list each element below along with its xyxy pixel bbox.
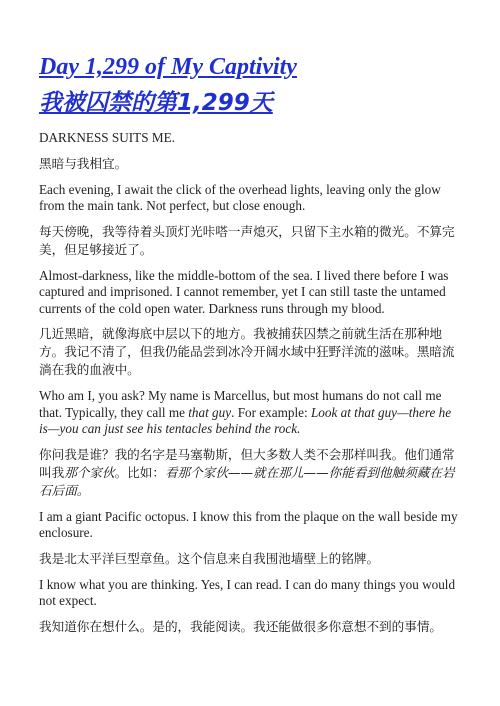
paragraph-4-english-text: Who am I, you ask? My name is Marcellus, but most humans do not call me that. Typically, they call me	[39, 388, 442, 420]
document-page	[39, 52, 459, 645]
paragraph-4-chinese-text: 你问我是谁？我的名字是马塞勒斯，但大多数人类不会那样叫我。他们通常叫我	[39, 446, 455, 480]
paragraph-4-english	[39, 388, 459, 438]
paragraph-5-chinese: 我是北太平洋巨型章鱼。这个信息来自我围池墙壁上的铭牌。	[39, 550, 380, 566]
paragraph-4-chinese	[39, 446, 459, 500]
paragraph-3-chinese: 几近黑暗，就像海底中层以下的地方。我被捕获囚禁之前就生活在那种地方。我记不清了，但我仍能品尝到冰冷开阔水域中狂野洋流的滋味。黑暗流淌在我的血液中。	[39, 326, 455, 377]
paragraph-1-english: DARKNESS SUITS ME.	[39, 130, 175, 145]
chapter-title-english: Day 1,299 of My Captivity	[39, 54, 297, 80]
paragraph-6-english: I know what you are thinking. Yes, I can read. I can do many things you would not expect.	[39, 576, 456, 608]
paragraph-6-chinese: 我知道你在想什么。是的，我能阅读。我还能做很多你意想不到的事情。	[39, 618, 442, 634]
chapter-title-chinese: 我被囚禁的第1,299天	[39, 90, 273, 116]
paragraph-4-english-quote: Look at that guy—there he is—you can just see his tentacles behind the rock.	[39, 404, 452, 436]
paragraph-4-english-emphasis: that guy	[188, 404, 232, 420]
paragraph-4-chinese-text: 。比如：	[114, 464, 165, 480]
paragraph-2-chinese: 每天傍晚，我等待着头顶灯光咔嗒一声熄灭，只留下主水箱的微光。不算完美，但足够接近了。	[39, 223, 455, 257]
paragraph-5-english: I am a giant Pacific octopus. I know this from the plaque on the wall beside my enclosure.	[39, 508, 458, 540]
paragraph-1-chinese: 黑暗与我相宜。	[39, 155, 128, 171]
paragraph-4-english-text: . For example:	[231, 404, 311, 420]
paragraph-3-english: Almost-darkness, like the middle-bottom of the sea. I lived there before I was captured and imprisoned. I cannot remember, yet I can still taste the untamed currents of the cold open water. Darkness runs through my blood.	[39, 267, 449, 316]
paragraph-4-chinese-emphasis: 那个家伙	[64, 464, 115, 480]
paragraph-2-english: Each evening, I await the click of the overhead lights, leaving only the glow from the main tank. Not perfect, but close enough.	[39, 181, 441, 213]
paragraph-4-chinese-quote: 看那个家伙——就在那儿——你能看到他触须藏在岩石后面。	[39, 464, 455, 498]
